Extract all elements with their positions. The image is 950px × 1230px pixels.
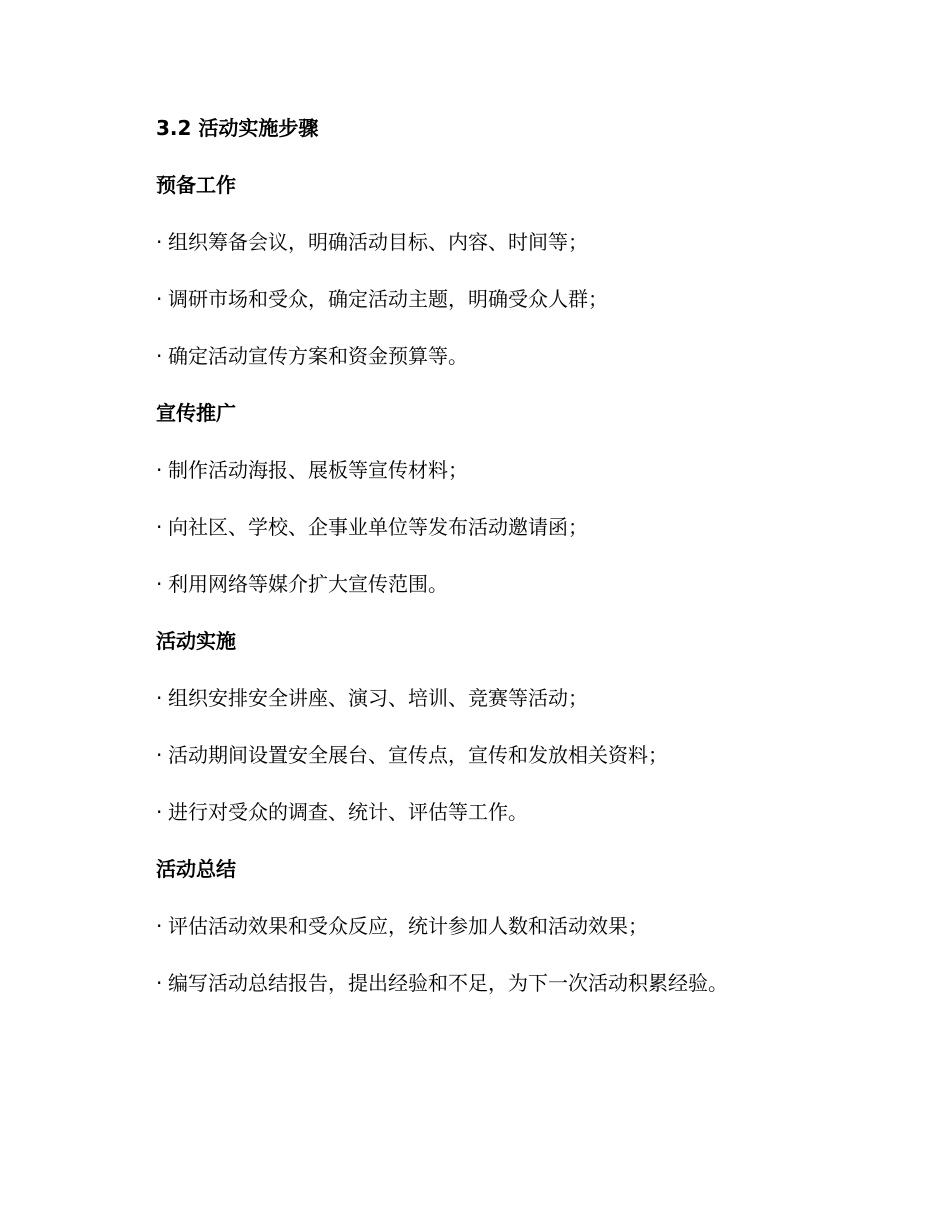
list-item [156,568,856,600]
list-item-text: 利用网络等媒介扩大宣传范围。 [168,572,448,596]
bullet: · [156,686,163,710]
list-item-text: 制作活动海报、展板等宣传材料； [168,458,468,482]
list-item-text: 组织安排安全讲座、演习、培训、竞赛等活动； [168,686,588,710]
bullet: · [156,287,163,311]
list-item-text: 组织筹备会议，明确活动目标、内容、时间等； [168,230,588,254]
bullet: · [156,515,163,539]
subsection-heading-promotion: 宣传推广 [156,401,236,425]
section-title: 3.2 活动实施步骤 [156,116,319,140]
list-item-text: 编写活动总结报告，提出经验和不足，为下一次活动积累经验。 [168,971,728,995]
bullet: · [156,344,163,368]
list-item [156,511,856,543]
bullet: · [156,914,163,938]
bullet: · [156,230,163,254]
bullet: · [156,458,163,482]
subsection-heading-preparation: 预备工作 [156,173,236,197]
list-item-text: 评估活动效果和受众反应，统计参加人数和活动效果； [168,914,648,938]
list-item-text: 向社区、学校、企事业单位等发布活动邀请函； [168,515,588,539]
document-page [156,112,856,1024]
list-item [156,796,856,828]
bullet: · [156,572,163,596]
list-item [156,739,856,771]
list-item [156,340,856,372]
bullet: · [156,743,163,767]
list-item [156,910,856,942]
bullet: · [156,800,163,824]
bullet: · [156,971,163,995]
list-item [156,283,856,315]
list-item [156,682,856,714]
subsection-heading-summary: 活动总结 [156,857,236,881]
list-item-text: 确定活动宣传方案和资金预算等。 [168,344,468,368]
list-item [156,967,856,999]
list-item-text: 活动期间设置安全展台、宣传点，宣传和发放相关资料； [168,743,668,767]
list-item-text: 进行对受众的调查、统计、评估等工作。 [168,800,528,824]
list-item [156,454,856,486]
subsection-heading-implementation: 活动实施 [156,629,236,653]
list-item [156,226,856,258]
list-item-text: 调研市场和受众，确定活动主题，明确受众人群； [168,287,608,311]
